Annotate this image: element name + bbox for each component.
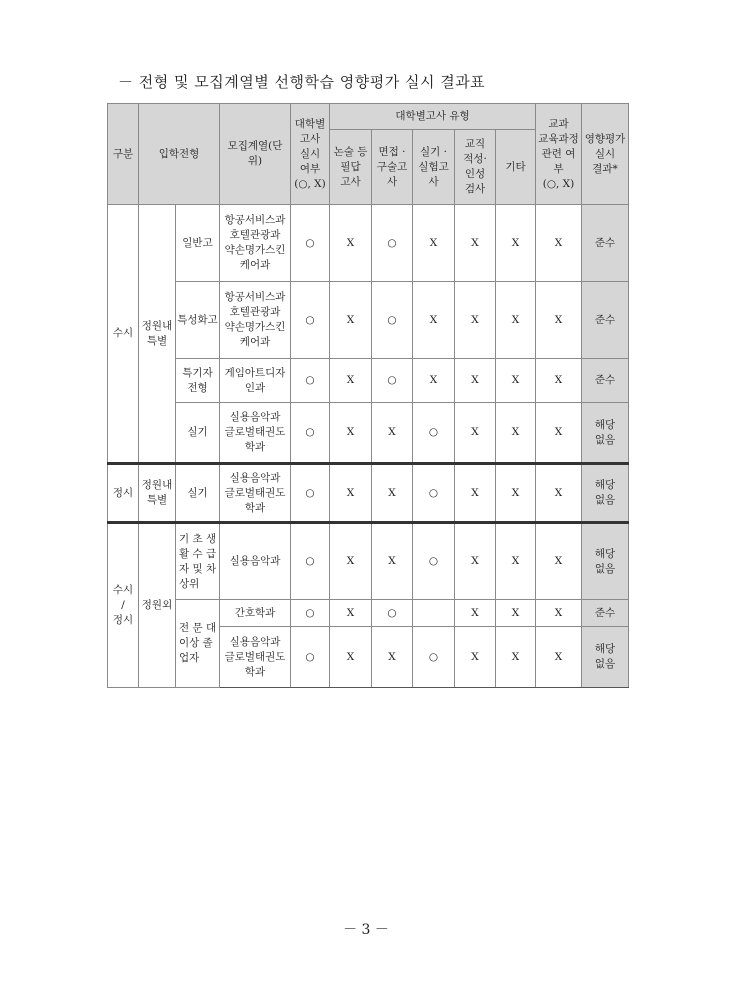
conducted-cell: ○	[291, 403, 330, 464]
result-cell: 준수	[582, 282, 629, 359]
etc-cell: X	[496, 627, 536, 688]
etc-cell: X	[496, 359, 536, 403]
group-jeongwonnae: 정원내 특별	[139, 205, 176, 464]
conducted-cell: ○	[291, 627, 330, 688]
table-row	[108, 600, 629, 627]
aptitude-cell: X	[455, 282, 496, 359]
header-exam-type-group: 대학별고사 유형	[330, 104, 536, 130]
essay-cell: X	[330, 282, 372, 359]
unit-cell: 실용음악과	[220, 523, 291, 600]
practical-cell: ○	[413, 627, 455, 688]
result-cell: 준수	[582, 359, 629, 403]
aptitude-cell: X	[455, 403, 496, 464]
unit-cell: 게임아트디자 인과	[220, 359, 291, 403]
etc-cell: X	[496, 464, 536, 523]
practical-cell: X	[413, 282, 455, 359]
aptitude-cell: X	[455, 523, 496, 600]
header-etc: 기타	[496, 130, 536, 205]
conducted-cell: ○	[291, 359, 330, 403]
essay-cell: X	[330, 600, 372, 627]
curriculum-cell: X	[536, 627, 582, 688]
result-cell: 해당 없음	[582, 403, 629, 464]
group-jeongwonoe: 정원외	[139, 523, 176, 688]
table-row	[108, 205, 629, 282]
interview-cell: ○	[372, 282, 413, 359]
interview-cell: X	[372, 627, 413, 688]
etc-cell: X	[496, 600, 536, 627]
conducted-cell: ○	[291, 523, 330, 600]
curriculum-cell: X	[536, 403, 582, 464]
header-aptitude: 교직 적성· 인성 검사	[455, 130, 496, 205]
curriculum-cell: X	[536, 464, 582, 523]
practical-cell: ○	[413, 523, 455, 600]
group-jeongwonnae: 정원내 특별	[139, 464, 176, 523]
table-row	[108, 464, 629, 523]
header-admission-type: 입학전형	[139, 104, 220, 205]
aptitude-cell: X	[455, 627, 496, 688]
interview-cell: ○	[372, 359, 413, 403]
unit-cell: 실용음악과 글로벌태권도 학과	[220, 403, 291, 464]
interview-cell: X	[372, 523, 413, 600]
admission-type-cell: 일반고	[176, 205, 220, 282]
admission-type-cell: 특성화고	[176, 282, 220, 359]
admission-type-cell: 실기	[176, 464, 220, 523]
curriculum-cell: X	[536, 600, 582, 627]
result-cell: 해당 없음	[582, 523, 629, 600]
essay-cell: X	[330, 464, 372, 523]
group-susi: 수시	[108, 205, 139, 464]
page-number: － 3 －	[343, 922, 389, 938]
practical-cell: ○	[413, 464, 455, 523]
conducted-cell: ○	[291, 464, 330, 523]
admission-type-cell: 기 초 생 활 수 급 자 및 차 상위	[176, 523, 220, 600]
header-assessment-result: 영향평가 실시 결과*	[582, 104, 629, 205]
practical-cell: ○	[413, 403, 455, 464]
unit-cell: 항공서비스과 호텔관광과 약손명가스킨 케어과	[220, 282, 291, 359]
essay-cell: X	[330, 205, 372, 282]
assessment-table	[107, 103, 629, 688]
table-row	[108, 523, 629, 600]
interview-cell: ○	[372, 600, 413, 627]
curriculum-cell: X	[536, 282, 582, 359]
essay-cell: X	[330, 359, 372, 403]
conducted-cell: ○	[291, 205, 330, 282]
header-recruit-unit: 모집계열(단위)	[220, 104, 291, 205]
unit-cell: 간호학과	[220, 600, 291, 627]
etc-cell: X	[496, 403, 536, 464]
conducted-cell: ○	[291, 600, 330, 627]
header-curriculum-related: 교과 교육과정 관련 여부 (○, X)	[536, 104, 582, 205]
interview-cell: X	[372, 464, 413, 523]
unit-cell: 실용음악과 글로벌태권도 학과	[220, 627, 291, 688]
practical-cell	[413, 600, 455, 627]
admission-type-cell: 특기자 전형	[176, 359, 220, 403]
result-cell: 준수	[582, 600, 629, 627]
aptitude-cell: X	[455, 464, 496, 523]
aptitude-cell: X	[455, 359, 496, 403]
practical-cell: X	[413, 205, 455, 282]
table-row	[108, 403, 629, 464]
essay-cell: X	[330, 403, 372, 464]
essay-cell: X	[330, 627, 372, 688]
curriculum-cell: X	[536, 359, 582, 403]
header-essay: 논술 등 필답 고사	[330, 130, 372, 205]
conducted-cell: ○	[291, 282, 330, 359]
interview-cell: ○	[372, 205, 413, 282]
admission-type-cell: 실기	[176, 403, 220, 464]
result-cell: 준수	[582, 205, 629, 282]
result-cell: 해당 없음	[582, 464, 629, 523]
header-interview: 면접 · 구술고사	[372, 130, 413, 205]
essay-cell: X	[330, 523, 372, 600]
etc-cell: X	[496, 205, 536, 282]
group-susi-jeongsi: 수시 / 정시	[108, 523, 139, 688]
unit-cell: 항공서비스과 호텔관광과 약손명가스킨 케어과	[220, 205, 291, 282]
header-practical: 실기 · 실험고사	[413, 130, 455, 205]
header-exam-conducted: 대학별 고사 실시 여부 (○, X)	[291, 104, 330, 205]
curriculum-cell: X	[536, 205, 582, 282]
table-row	[108, 359, 629, 403]
table-row	[108, 282, 629, 359]
etc-cell: X	[496, 282, 536, 359]
curriculum-cell: X	[536, 523, 582, 600]
practical-cell: X	[413, 359, 455, 403]
interview-cell: X	[372, 403, 413, 464]
aptitude-cell: X	[455, 205, 496, 282]
group-jeongsi: 정시	[108, 464, 139, 523]
aptitude-cell: X	[455, 600, 496, 627]
etc-cell: X	[496, 523, 536, 600]
section-heading: － 전형 및 모집계열별 선행학습 영향평가 실시 결과표	[118, 73, 486, 91]
admission-type-cell: 전 문 대 이상 졸 업자	[176, 600, 220, 688]
header-gubun: 구분	[108, 104, 139, 205]
result-cell: 해당 없음	[582, 627, 629, 688]
unit-cell: 실용음악과 글로벌태권도 학과	[220, 464, 291, 523]
